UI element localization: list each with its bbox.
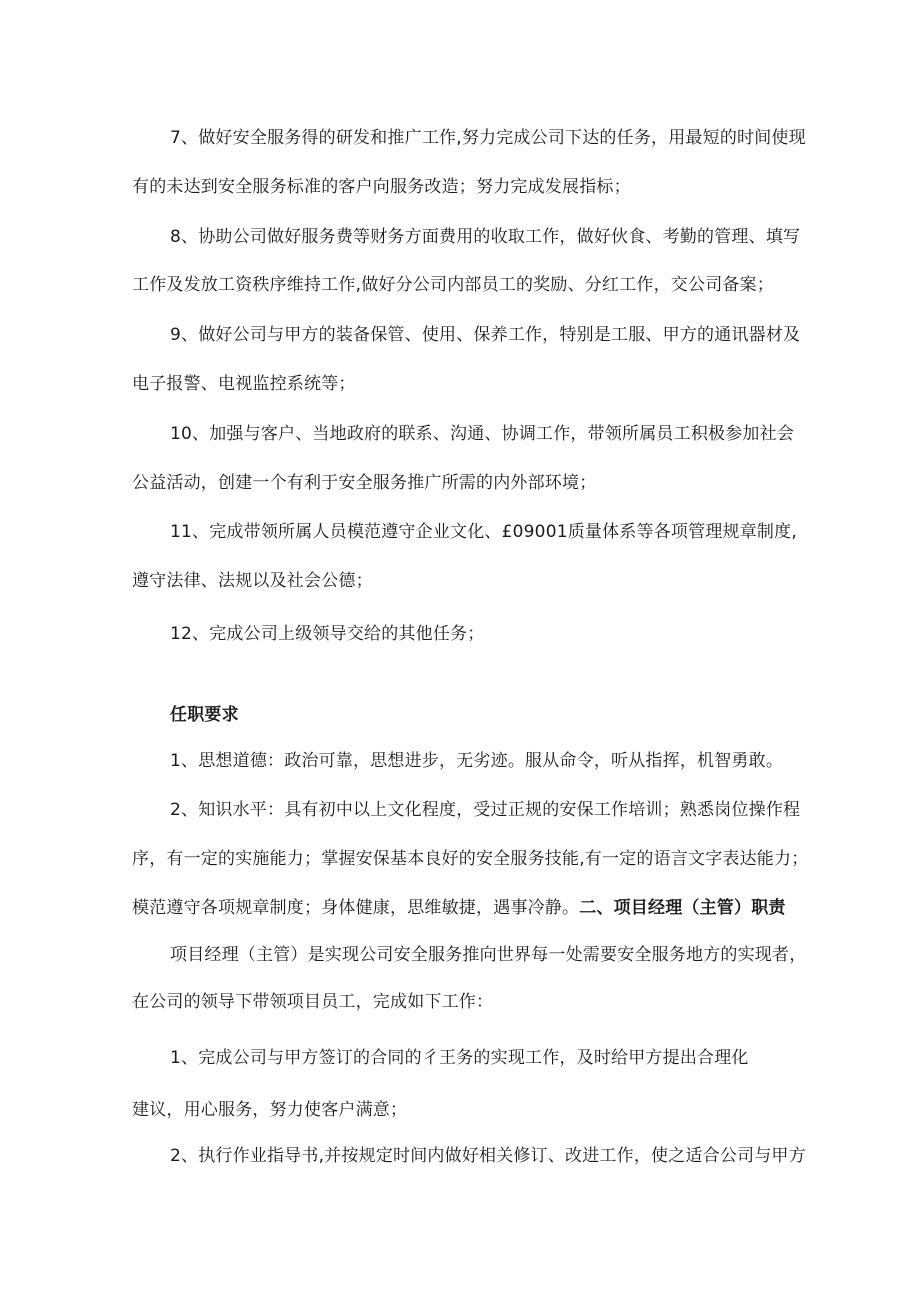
pm-intro-line-2: 在公司的领导下带领项目员工，完成如下工作：	[132, 992, 494, 1012]
requirement-2-line-2: 序，有一定的实施能力；掌握安保基本良好的安全服务技能,有一定的语言文字表达能力；	[132, 849, 809, 869]
requirement-2-line-1: 2、知识水平：具有初中以上文化程度，受过正规的安保工作培训；熟悉岗位操作程	[170, 800, 801, 820]
requirement-2-line-3-text: 模范遵守各项规章制度；身体健康，思维敏捷，遇事冷静。	[132, 898, 580, 918]
pm-duty-2-line-1: 2、执行作业指导书,并按规定时间内做好相关修订、改进工作，使之适合公司与甲方	[170, 1146, 806, 1166]
requirement-2-line-3	[132, 896, 812, 920]
paragraph-8-line-2: 工作及发放工资秩序维持工作,做好分公司内部员工的奖励、分红工作，交公司备案；	[132, 275, 775, 295]
paragraph-9-line-2: 电子报警、电视监控系统等；	[132, 374, 356, 394]
paragraph-7-line-2: 有的未达到安全服务标准的客户向服务改造；努力完成发展指标；	[132, 177, 631, 197]
paragraph-10-line-2: 公益活动，创建一个有利于安全服务推广所需的内外部环境；	[132, 473, 597, 493]
paragraph-8-line-1: 8、协助公司做好服务费等财务方面费用的收取工作，做好伙食、考勤的管理、填写	[170, 227, 801, 247]
requirement-1: 1、思想道德：政治可靠，思想进步，无劣迹。服从命令，听从指挥，机智勇敢。	[170, 751, 784, 771]
paragraph-11-line-1: 11、完成带领所属人员模范遵守企业文化、£09001质量体系等各项管理规章制度,	[170, 522, 797, 542]
pm-duty-1-line-2: 建议，用心服务，努力使客户满意；	[132, 1100, 408, 1120]
pm-intro-line-1: 项目经理（主管）是实现公司安全服务推向世界每一处需要安全服务地方的实现者，	[170, 945, 807, 965]
paragraph-10-line-1: 10、加强与客户、当地政府的联系、沟通、协调工作，带领所属员工积极参加社会	[170, 424, 795, 444]
paragraph-9-line-1: 9、做好公司与甲方的装备保管、使用、保养工作，特别是工服、甲方的通讯器材及	[170, 325, 801, 345]
paragraph-11-line-2: 遵守法律、法规以及社会公德；	[132, 571, 373, 591]
pm-duty-1-line-1: 1、完成公司与甲方签订的合同的彳王务的实现工作，及时给甲方提出合理化	[170, 1048, 749, 1068]
paragraph-7-line-1: 7、做好安全服务得的研发和推广工作,努力完成公司下达的任务，用最短的时间使现	[170, 128, 806, 148]
section-2-heading: 二、项目经理（主管）职责	[579, 898, 786, 918]
paragraph-12: 12、完成公司上级领导交给的其他任务；	[170, 624, 485, 644]
requirements-heading: 任职要求	[170, 705, 239, 725]
